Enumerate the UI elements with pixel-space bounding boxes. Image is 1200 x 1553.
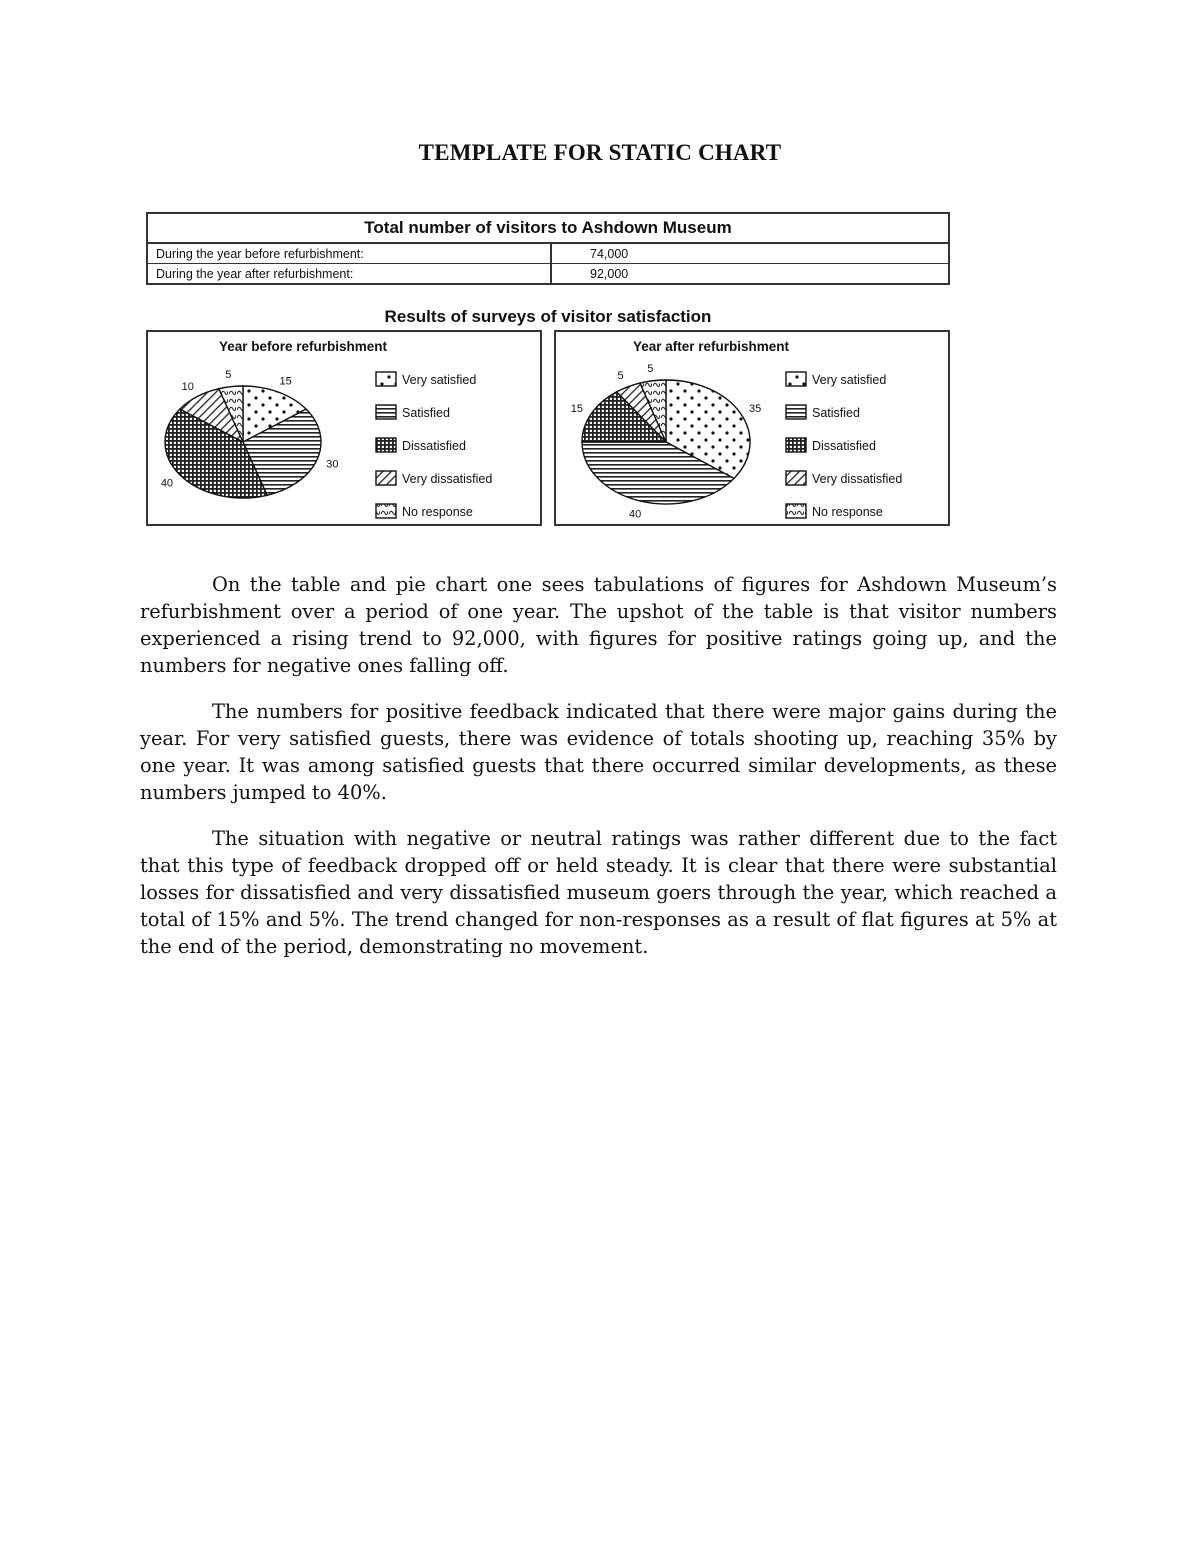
legend-swatch [376,405,396,419]
table-row-label: During the year before refurbishment: [147,243,551,264]
table-row-value: 74,000 [551,243,949,264]
legend-label: No response [812,505,883,519]
pie-panel-before [146,330,542,526]
legend-swatch [786,504,806,518]
legend-swatch [376,471,396,485]
legend-label: Dissatisfied [402,439,466,453]
legend-label: Satisfied [402,406,450,420]
paragraph: The situation with negative or neutral ratings was rather different due to the fact that this type of feedback dropped off or held steady. It is clear that there were substantial losses for dissatisfied and very dissatisfied museum goers through the year, which reached a total of 15% and 5%. The trend changed for non-responses as a result of flat figures at 5% at the end of the period, demonstrating no movement. [140,827,1057,958]
pie-value-label: 10 [181,381,194,394]
pie-value-label: 5 [617,370,624,383]
table-title: Total number of visitors to Ashdown Museum [147,213,949,243]
pie-chart-after [556,332,948,524]
legend-label: Satisfied [812,406,860,420]
table-row-value: 92,000 [551,264,949,285]
page-title: TEMPLATE FOR STATIC CHART [418,140,782,165]
pie-value-label: 40 [160,477,174,490]
legend-swatch [786,405,806,419]
pie-panel-after [554,330,950,526]
paragraph: On the table and pie chart one sees tabulations of figures for Ashdown Museum’s refurbishment over a period of one year. The upshot of the table is that visitor numbers experienced a rising trend to 92,000, with figures for positive ratings going up, and the numbers for negative ones falling off. [140,573,1057,677]
legend-swatch [376,372,396,386]
legend-label: Dissatisfied [812,439,876,453]
table-header-row [147,213,949,243]
legend-swatch [786,471,806,485]
legend-swatch [786,372,806,386]
pie-chart-title: Year after refurbishment [632,339,790,354]
legend-label: No response [402,505,473,519]
legend-swatch [376,438,396,452]
legend-swatch [376,504,396,518]
pie-value-label: 40 [628,508,642,521]
survey-title: Results of surveys of visitor satisfaction [384,307,712,326]
pie-chart-title: Year before refurbishment [218,339,388,354]
table-row [147,243,949,264]
pie-value-label: 5 [647,362,654,375]
table-row [147,264,949,285]
visitors-table [146,212,950,285]
pie-value-label: 15 [570,402,584,415]
pie-chart-before [148,332,540,524]
legend-label: Very satisfied [402,373,477,387]
pie-value-label: 5 [225,368,232,381]
legend-swatch [786,438,806,452]
legend-label: Very dissatisfied [402,472,493,486]
pie-value-label: 15 [279,375,292,388]
paragraph: The numbers for positive feedback indicated that there were major gains during the year. For very satisfied guests, there was evidence of totals shooting up, reaching 35% by one year. It was among satisfied guests that there occurred similar developments, as these numbers jumped to 40%. [140,700,1057,804]
body-text [140,571,1057,979]
pie-value-label: 30 [326,458,339,471]
legend-label: Very satisfied [812,373,887,387]
legend-label: Very dissatisfied [812,472,903,486]
table-row-label: During the year after refurbishment: [147,264,551,285]
pie-value-label: 35 [748,402,762,415]
